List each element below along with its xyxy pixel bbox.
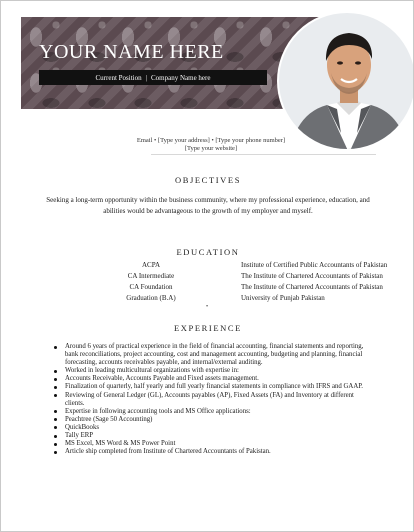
education-list [109,260,409,304]
objectives-heading: OBJECTIVES [174,175,242,185]
list-item: Expertise in following accounting tools and MS Office applications: [53,408,375,416]
position-separator: | [145,73,147,82]
profile-photo[interactable] [277,11,414,151]
list-item: Peachtree (Sage 50 Accounting) [53,416,375,424]
experience-heading: EXPERIENCE [174,323,242,333]
education-row [109,271,409,282]
list-item: Worked in leading multicultural organizations with expertise in: [53,367,375,375]
list-item: Finalization of quarterly, half yearly and full yearly financial statements in compliance with IFRS and GAAP. [53,383,375,391]
list-item: Reviewing of General Ledger (GL), Accounts payables (AP), Fixed Assets (FA) and Inventory at different clients. [53,392,375,408]
list-item: MS Excel, MS Word & MS Power Point [53,440,375,448]
degree: CA Intermediate [127,272,175,280]
objective-text: Seeking a long-term opportunity within the business community, where my professional experience, education, and abilities would be advantageous to the growth of my employer and myself. [46,196,370,215]
institute: The Institute of Chartered Accountants of Pakistan [241,283,383,291]
experience-list [53,343,375,456]
education-heading: EDUCATION [176,247,240,257]
profile-photo-image [279,13,414,151]
contact-line[interactable]: Email • [Type your address] • [Type your phone number] [136,137,286,144]
degree: CA Foundation [129,283,173,291]
list-item: QuickBooks [53,424,375,432]
institute: The Institute of Chartered Accountants of Pakistan [241,272,383,280]
list-item: Tally ERP [53,432,375,440]
institute: University of Punjab Pakistan [241,294,325,302]
position-bar [39,70,267,85]
company-name[interactable]: Company Name here [151,73,211,82]
institute: Institute of Certified Public Accountants of Pakistan [241,261,388,269]
education-row [109,293,409,304]
contact-info [101,137,321,153]
education-row [109,282,409,293]
degree: Graduation (B.A) [126,294,176,302]
contact-divider [151,154,376,155]
website-line[interactable]: [Type your website] [184,145,238,152]
list-item: Article ship completed from Institute of Chartered Accountants of Pakistan. [53,448,375,456]
list-item: Accounts Receivable, Accounts Payable and Fixed assets management. [53,375,375,383]
name-heading[interactable]: YOUR NAME HERE [39,41,224,63]
header-banner [21,17,321,109]
current-position[interactable]: Current Position [95,73,142,82]
separator-dot: • [206,304,209,310]
degree: ACPA [141,261,161,269]
education-row [109,260,409,271]
list-item: Around 6 years of practical experience in the field of financial accounting, financial statements and reporting, bank reconciliations, project accounting, cost and management accounting, budgeting and planning, financial forecasting, accounts receivables payable, and internal/external auditing. [53,343,375,367]
